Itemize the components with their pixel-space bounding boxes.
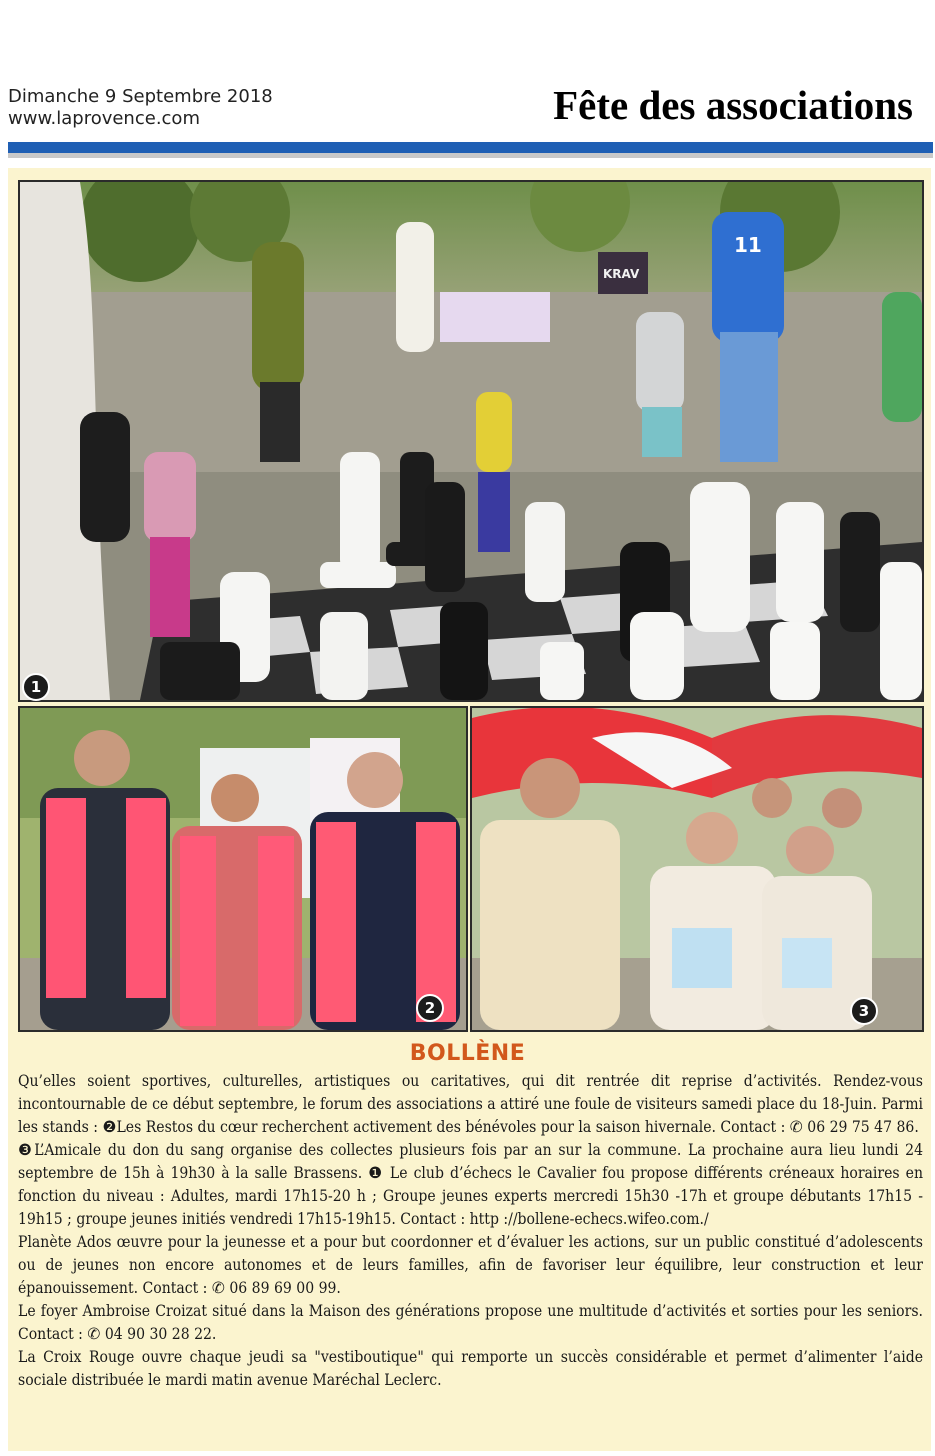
website-url: www.laprovence.com — [8, 108, 200, 129]
header-rule-shadow — [8, 153, 933, 158]
photo-badge-1: 1 — [22, 673, 50, 701]
article-paragraph-3: Planète Ados œuvre pour la jeunesse et a pour but coordonner et d’évaluer les actions, sur un public constitué d’adolescents ou de jeunes non encore autonomes et de leurs familles, afin de favoriser leur équilibre, leur construction et leur épanouissement. Contact : ✆ 06 89 69 00 99. — [18, 1233, 923, 1297]
photo-badge-3: 3 — [850, 997, 878, 1025]
photo-don-du-sang — [470, 706, 924, 1032]
article-body — [18, 1070, 923, 1392]
photo-giant-chess — [18, 180, 924, 702]
truck-sign: KRAV — [603, 267, 640, 281]
jersey-number: 11 — [734, 233, 762, 257]
article-paragraph-2: ❸L’Amicale du don du sang organise des collectes plusieurs fois par an sur la commune. La prochaine aura lieu lundi 24 septembre de 15h à 19h30 à la salle Brassens. ❶ Le club d’échecs le Cavalier fou propose différents créneaux horaires en fonction du niveau : Adultes, mardi 17h15-20 h ; Groupe jeunes experts mercredi 15h30 -17h et groupe débutants 17h15 - 19h15 ; groupe jeunes initiés vendredi 17h15-19h15. Contact : http ://bollene-echecs.wifeo.com./ — [18, 1141, 923, 1228]
article-paragraph-5: La Croix Rouge ouvre chaque jeudi sa "vestiboutique" qui remporte un succès considérable et permet d’alimenter l’aide sociale distribuée le mardi matin avenue Maréchal Leclerc. — [18, 1348, 923, 1389]
photo-badge-2: 2 — [416, 994, 444, 1022]
header-rule — [8, 142, 933, 153]
town-heading: BOLLÈNE — [409, 1041, 526, 1066]
section-title: Fête des associations — [553, 82, 913, 128]
publication-date: Dimanche 9 Septembre 2018 — [8, 86, 273, 107]
photo-restos-du-coeur — [18, 706, 468, 1032]
article-paragraph-4: Le foyer Ambroise Croizat situé dans la Maison des générations propose une multitude d’activités et sorties pour les seniors. Contact : ✆ 04 90 30 28 22. — [18, 1302, 923, 1343]
article-paragraph-1: Qu’elles soient sportives, culturelles, artistiques ou caritatives, qui dit rentrée dit reprise d’activités. Rendez-vous incontournable de ce début septembre, le forum des associations a attiré une foule de visiteurs samedi place du 18-Juin. Parmi les stands : ❷Les Restos du cœur recherchent activement des bénévoles pour la saison hivernale. Contact : ✆ 06 29 75 47 86. — [18, 1072, 923, 1136]
